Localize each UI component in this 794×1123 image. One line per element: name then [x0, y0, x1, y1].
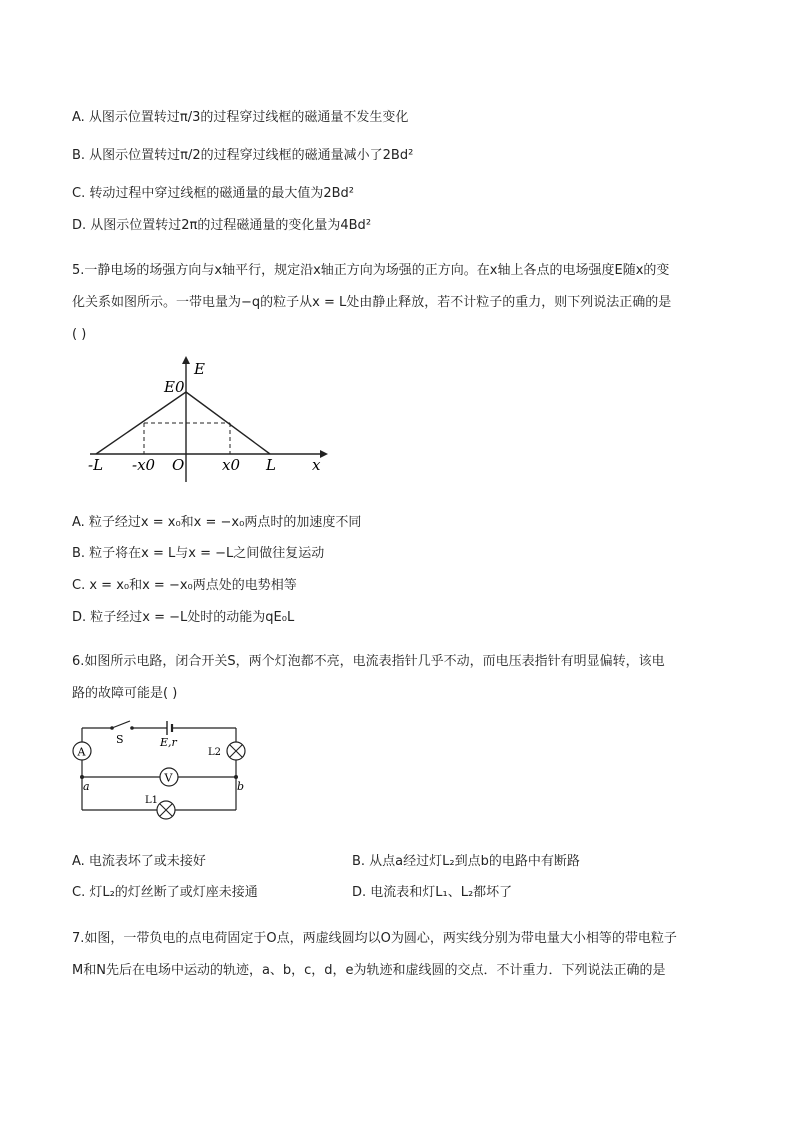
q6-lamp1-label: L1	[145, 795, 159, 806]
q5-neg-x0-label: -x0	[132, 456, 156, 474]
q4-option-a: A. 从图示位置转过π/3的过程穿过线框的磁通量不发生变化	[72, 110, 409, 125]
q6-node-a-label: a	[83, 780, 90, 793]
q5-peak-label: E0	[164, 378, 185, 396]
q4-option-d: D. 从图示位置转过2π的过程磁通量的变化量为4Bd²	[72, 218, 372, 233]
q5-origin-label: O	[172, 456, 185, 474]
q6-stem-line1: 6.如图所示电路，闭合开关S，两个灯泡都不亮，电流表指针几乎不动，而电压表指针有明显偏转，该电	[72, 654, 665, 669]
q7-stem-line1: 7.如图，一带负电的点电荷固定于O点，两虚线圆均以O为圆心，两实线分别为带电量大小相等的带电粒子	[72, 931, 677, 946]
q5-stem-line3: ( )	[72, 327, 87, 342]
q5-option-d: D. 粒子经过x = −L处时的动能为qE₀L	[72, 610, 295, 625]
q6-source-label: E,r	[160, 736, 177, 749]
q6-switch-label: S	[116, 733, 124, 746]
q5-option-b: B. 粒子将在x = L与x = −L之间做往复运动	[72, 546, 325, 561]
q5-option-c: C. x = x₀和x = −x₀两点处的电势相等	[72, 578, 297, 593]
q5-e-x-graph	[80, 352, 330, 492]
q6-option-a: A. 电流表坏了或未接好	[72, 854, 206, 869]
q5-neg-l-label: -L	[88, 456, 104, 474]
q6-option-d: D. 电流表和灯L₁、L₂都坏了	[352, 885, 513, 900]
q4-option-b: B. 从图示位置转过π/2的过程穿过线框的磁通量减小了2Bd²	[72, 148, 414, 163]
q5-pos-x0-label: x0	[222, 456, 241, 474]
q6-circuit-diagram	[72, 710, 252, 830]
q5-axis-x-label: x	[312, 456, 321, 474]
q7-stem-line2: M和N先后在电场中运动的轨迹，a、b，c，d，e为轨迹和虚线圆的交点．不计重力．下列说法正确的是	[72, 963, 666, 978]
q5-stem-line2: 化关系如图所示。一带电量为−q的粒子从x = L处由静止释放，若不计粒子的重力，则下列说法正确的是	[72, 295, 672, 310]
q6-node-b-label: b	[237, 780, 245, 793]
q6-lamp2-label: L2	[208, 747, 222, 758]
q6-voltmeter-label: V	[164, 771, 173, 785]
q6-stem-line2: 路的故障可能是( )	[72, 686, 178, 701]
q5-stem-line1: 5.一静电场的场强方向与x轴平行，规定沿x轴正方向为场强的正方向。在x轴上各点的电场强度E随x的变	[72, 263, 670, 278]
q4-option-c: C. 转动过程中穿过线框的磁通量的最大值为2Bd²	[72, 186, 354, 201]
q6-ammeter-label: A	[77, 745, 86, 759]
q6-option-b: B. 从点a经过灯L₂到点b的电路中有断路	[352, 854, 580, 869]
q6-option-c: C. 灯L₂的灯丝断了或灯座未接通	[72, 885, 258, 900]
q5-axis-y-label: E	[194, 360, 205, 378]
q5-pos-l-label: L	[266, 456, 276, 474]
q5-option-a: A. 粒子经过x = x₀和x = −x₀两点时的加速度不同	[72, 515, 362, 530]
